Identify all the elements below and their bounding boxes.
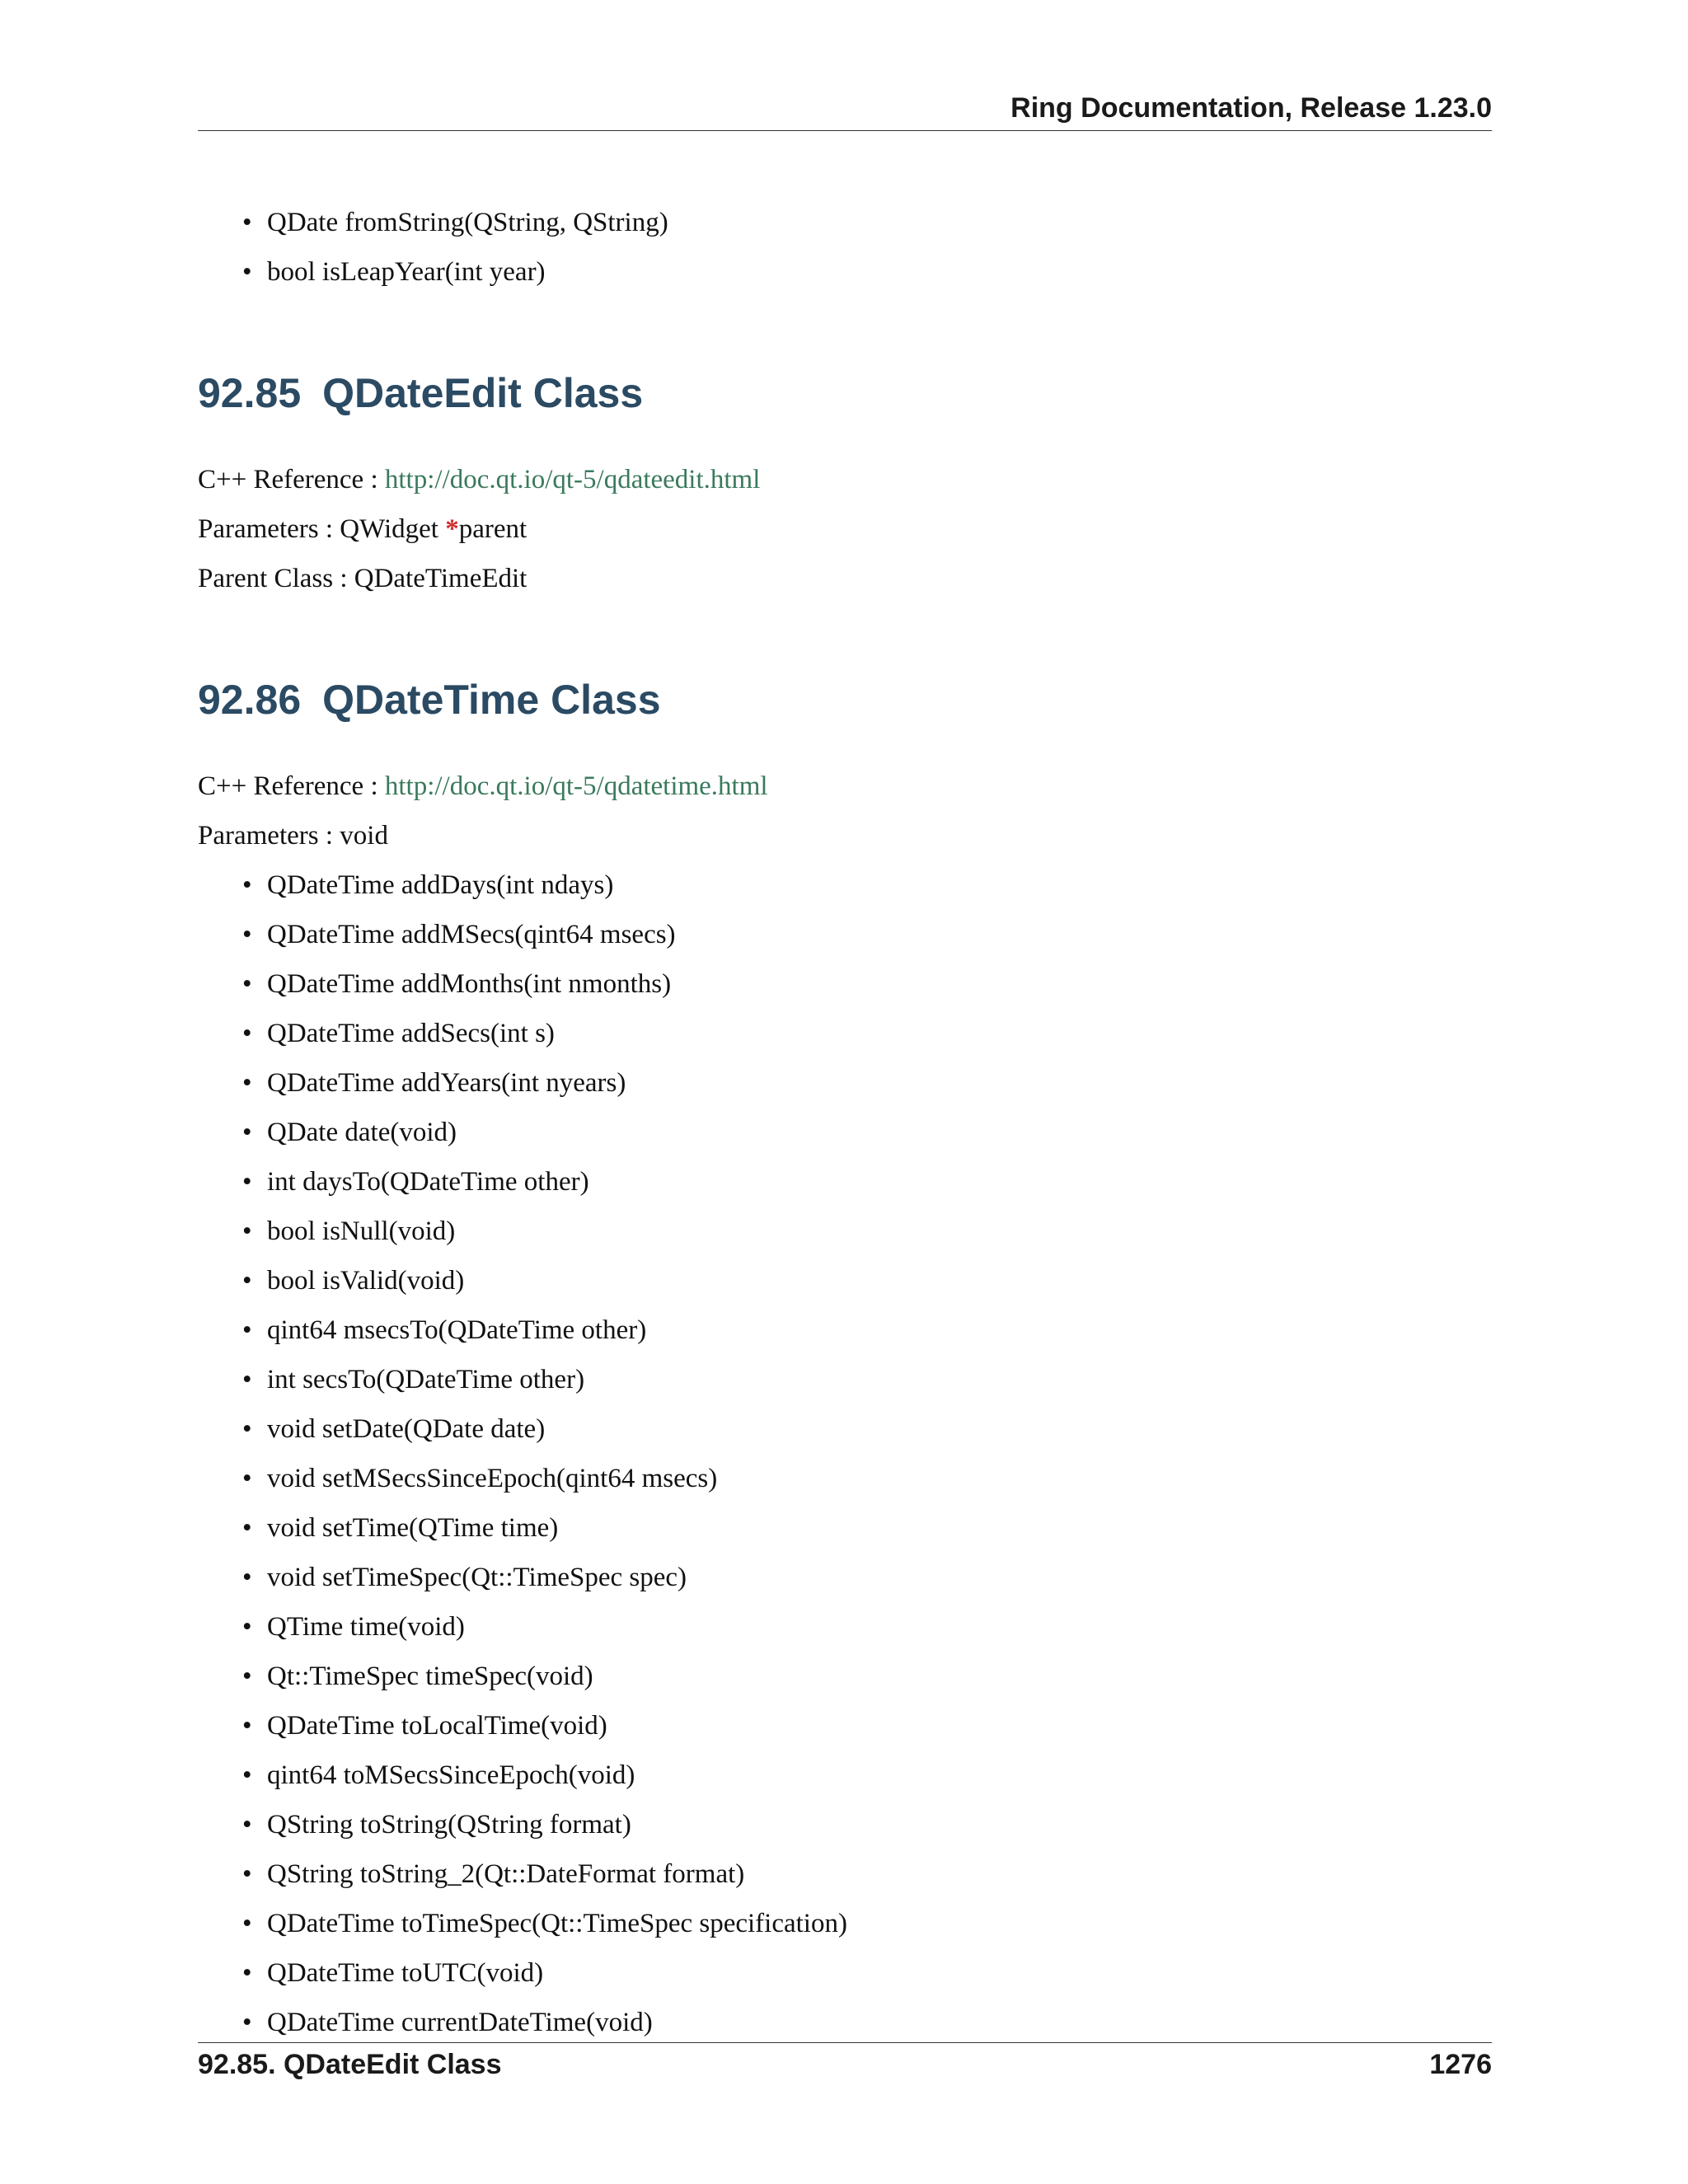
list-item: • QDateTime addYears(int nyears) xyxy=(242,1068,626,1098)
list-item: • QDateTime toLocalTime(void) xyxy=(242,1711,607,1741)
running-header: Ring Documentation, Release 1.23.0 xyxy=(1010,92,1492,124)
footer-rule xyxy=(198,2042,1492,2043)
list-item: • void setDate(QDate date) xyxy=(242,1414,546,1444)
list-item: • qint64 msecsTo(QDateTime other) xyxy=(242,1315,647,1345)
list-item: • bool isValid(void) xyxy=(242,1266,465,1296)
list-item: • qint64 toMSecsSinceEpoch(void) xyxy=(242,1760,635,1790)
list-item: • QString toString(QString format) xyxy=(242,1810,631,1840)
list-item: • QDate fromString(QString, QString) xyxy=(242,208,668,237)
list-item: • QDate date(void) xyxy=(242,1118,457,1147)
list-item: • QDateTime addMonths(int nmonths) xyxy=(242,969,672,999)
section-title: QDateEdit Class xyxy=(322,370,644,416)
list-item: • QDateTime toTimeSpec(Qt::TimeSpec specification) xyxy=(242,1909,847,1938)
list-item: • int daysTo(QDateTime other) xyxy=(242,1167,589,1197)
footer-section-title: 92.85. QDateEdit Class xyxy=(198,2049,502,2080)
cpp-reference-link-qdateedit[interactable]: http://doc.qt.io/qt-5/qdateedit.html xyxy=(384,465,761,494)
parameters-qdatetime: Parameters : void xyxy=(198,821,388,851)
list-item: • QDateTime addMSecs(qint64 msecs) xyxy=(242,920,676,949)
list-item: • QDateTime addSecs(int s) xyxy=(242,1019,555,1048)
list-item: • void setMSecsSinceEpoch(qint64 msecs) xyxy=(242,1464,718,1493)
section-title: QDateTime Class xyxy=(322,677,661,723)
list-item: • QString toString_2(Qt::DateFormat format) xyxy=(242,1859,745,1889)
page-content xyxy=(198,198,1492,2047)
list-item: • int secsTo(QDateTime other) xyxy=(242,1365,585,1394)
list-item: • bool isNull(void) xyxy=(242,1216,456,1246)
cpp-reference-link-qdatetime[interactable]: http://doc.qt.io/qt-5/qdatetime.html xyxy=(384,771,768,801)
qdatetime-method-list xyxy=(198,860,1492,2047)
list-item: • QTime time(void) xyxy=(242,1612,465,1642)
section-number: 92.85 xyxy=(198,370,302,416)
section-heading-qdatetime xyxy=(198,663,1492,737)
parameters-qdateedit: Parameters : QWidget *parent xyxy=(198,514,528,544)
page-number: 1276 xyxy=(1429,2049,1492,2080)
list-item: • Qt::TimeSpec timeSpec(void) xyxy=(242,1661,593,1691)
list-item: • QDateTime addDays(int ndays) xyxy=(242,870,614,900)
document-page xyxy=(198,0,1492,2184)
section-heading-qdateedit xyxy=(198,356,1492,430)
list-item: • void setTime(QTime time) xyxy=(242,1513,559,1543)
header-rule xyxy=(198,130,1492,131)
parent-class-qdateedit: Parent Class : QDateTimeEdit xyxy=(198,564,528,593)
list-item: • QDateTime currentDateTime(void) xyxy=(242,2008,653,2037)
list-item: • bool isLeapYear(int year) xyxy=(242,257,546,287)
list-item: • QDateTime toUTC(void) xyxy=(242,1958,544,1988)
list-item: • void setTimeSpec(Qt::TimeSpec spec) xyxy=(242,1563,687,1592)
pointer-star: * xyxy=(445,514,459,544)
intro-method-list xyxy=(198,198,1492,297)
cpp-reference-qdateedit: C++ Reference : http://doc.qt.io/qt-5/qdateedit.html xyxy=(198,465,761,494)
section-number: 92.86 xyxy=(198,677,302,723)
cpp-reference-qdatetime: C++ Reference : http://doc.qt.io/qt-5/qdatetime.html xyxy=(198,771,768,801)
